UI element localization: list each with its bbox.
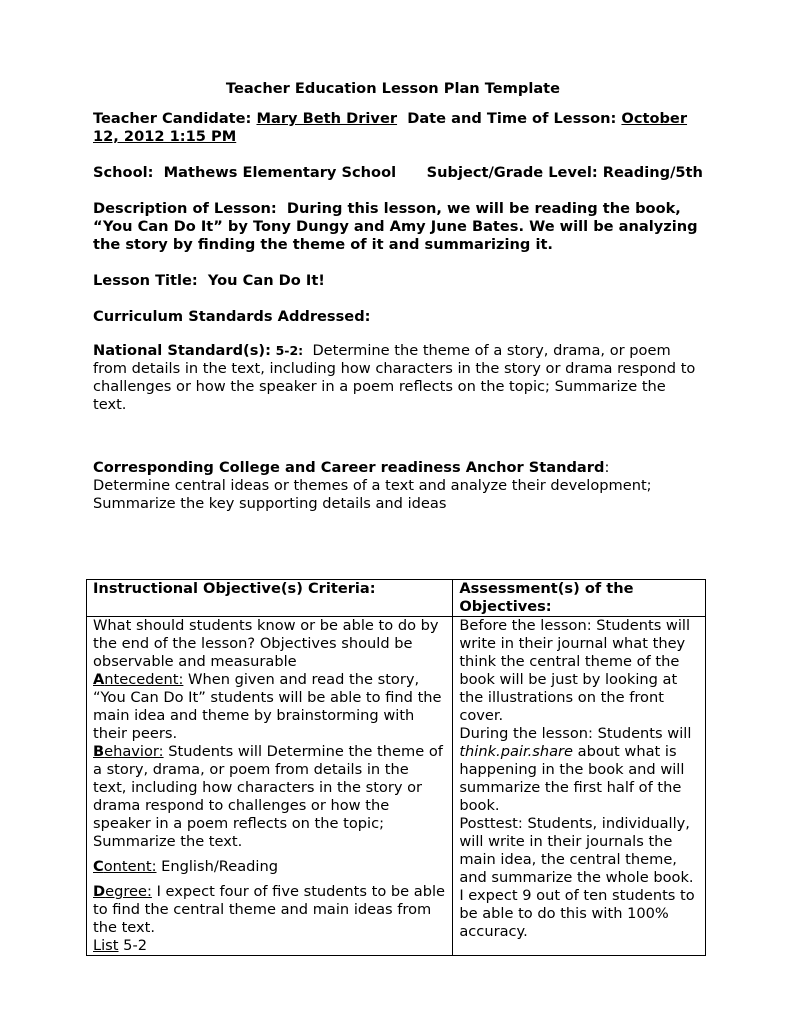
antecedent-initial: A bbox=[93, 671, 105, 688]
assessment-during bbox=[459, 725, 699, 815]
candidate-label: Teacher Candidate: bbox=[93, 110, 252, 127]
assessment-before: Before the lesson: Students will write in their journal what they think the central theme of the book will be just by looking at the illustrations on the front cover. bbox=[459, 617, 691, 724]
lesson-title-label: Lesson Title: bbox=[93, 272, 198, 289]
candidate-line bbox=[93, 110, 703, 146]
national-standard-code: 5-2: bbox=[275, 343, 304, 358]
subject-label: Subject/Grade Level: bbox=[426, 164, 598, 181]
degree-label: egree: bbox=[105, 883, 152, 900]
lesson-title-value: You Can Do It! bbox=[207, 272, 325, 289]
table-header-row bbox=[87, 580, 706, 617]
assessment-posttest: Posttest: Students, individually, will write in their journals the main idea, the central theme, and summarize the whole book. I expect 9 out of ten students to be able to do this with 100% accuracy. bbox=[459, 815, 695, 940]
degree-item bbox=[93, 883, 446, 937]
content-label: ontent: bbox=[103, 858, 157, 875]
list-value: 5-2 bbox=[123, 937, 147, 954]
document-title: Teacher Education Lesson Plan Template bbox=[225, 80, 561, 97]
behavior-initial: B bbox=[93, 743, 105, 760]
description bbox=[93, 200, 703, 254]
behavior-item bbox=[93, 743, 446, 851]
anchor-standard-label: Corresponding College and Career readiness Anchor Standard bbox=[93, 459, 605, 476]
objectives-table bbox=[86, 579, 706, 956]
objectives-cell bbox=[87, 617, 453, 956]
antecedent-item bbox=[93, 671, 446, 743]
lesson-title bbox=[93, 272, 703, 290]
degree-text: I expect four of five students to be able to find the central theme and main ideas from the text. bbox=[93, 883, 446, 936]
list-item bbox=[93, 937, 446, 955]
behavior-text: Students will Determine the theme of a story, drama, or poem from details in the text, including how characters in the story or drama respond to challenges or how the speaker in a poem reflects on the topic; Summarize the text. bbox=[93, 743, 443, 850]
anchor-standard-text: Determine central ideas or themes of a text and analyze their development; Summarize the key supporting details and ideas bbox=[93, 477, 652, 512]
date-value: October 12, 2012 1:15 PM bbox=[93, 110, 688, 145]
lesson-plan-page bbox=[93, 80, 703, 513]
description-label: Description of Lesson: bbox=[93, 200, 277, 217]
list-label: List bbox=[93, 937, 119, 954]
standards-heading: Curriculum Standards Addressed: bbox=[93, 308, 371, 325]
objectives-header: Instructional Objective(s) Criteria: bbox=[87, 580, 453, 617]
content-text: English/Reading bbox=[161, 858, 278, 875]
school-value: Mathews Elementary School bbox=[163, 164, 397, 181]
school-label: School: bbox=[93, 164, 154, 181]
table-body-row bbox=[87, 617, 706, 956]
national-standard-text: Determine the theme of a story, drama, or poem from details in the text, including how characters in the story or drama respond to challenges or how the speaker in a poem reflects on the topic; Summarize the text. bbox=[93, 342, 696, 413]
school-line bbox=[93, 164, 703, 182]
assessment-cell bbox=[453, 617, 706, 956]
date-label: Date and Time of Lesson: bbox=[407, 110, 617, 127]
antecedent-text: When given and read the story, “You Can Do It” students will be able to find the main idea and theme by brainstorming with their peers. bbox=[93, 671, 442, 742]
content-initial: C bbox=[93, 858, 104, 875]
behavior-label: ehavior: bbox=[104, 743, 164, 760]
degree-initial: D bbox=[93, 883, 106, 900]
antecedent-label: ntecedent: bbox=[104, 671, 184, 688]
assessment-during-strategy: think.pair.share bbox=[459, 743, 574, 760]
objectives-intro: What should students know or be able to do by the end of the lesson? Objectives should be observable and measurable bbox=[93, 617, 439, 670]
subject-value: Reading/5th bbox=[602, 164, 703, 181]
national-standard bbox=[93, 342, 703, 414]
anchor-standard bbox=[93, 459, 703, 513]
anchor-colon: : bbox=[604, 459, 610, 476]
national-standard-label: National Standard(s): bbox=[93, 342, 271, 359]
description-text: During this lesson, we will be reading the book, “You Can Do It” by Tony Dungy and Amy June Bates. We will be analyzing the story by finding the theme of it and summarizing it. bbox=[93, 200, 698, 253]
assessment-header: Assessment(s) of the Objectives: bbox=[453, 580, 706, 617]
candidate-name: Mary Beth Driver bbox=[256, 110, 398, 127]
content-item bbox=[93, 858, 446, 876]
assessment-during-start: During the lesson: Students will bbox=[459, 725, 692, 742]
assessment-during-end: about what is happening in the book and will summarize the first half of the book. bbox=[459, 743, 685, 814]
